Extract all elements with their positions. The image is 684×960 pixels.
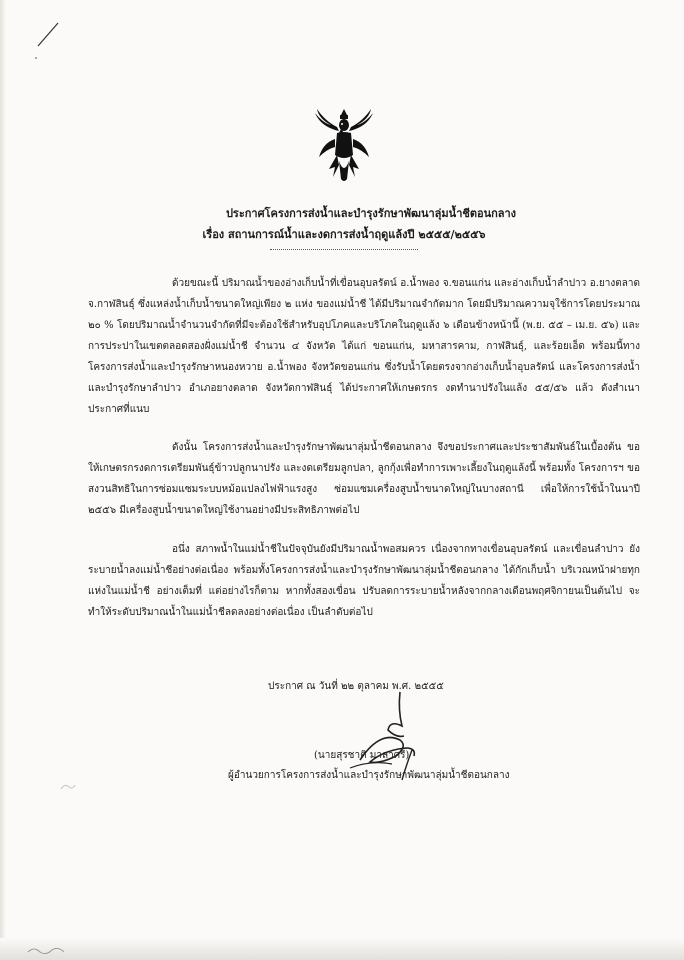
- scan-shadow-bottom: [0, 938, 684, 960]
- dateline: ประกาศ ณ วันที่ ๒๒ ตุลาคม พ.ศ. ๒๕๕๕: [268, 681, 444, 692]
- signer-name: (นายสุรชาติ มาลาศรี): [314, 750, 410, 761]
- paragraph-2: [88, 437, 640, 521]
- announcement-subject: เรื่อง สถานการณ์น้ำและงดการส่งน้ำฤดูแล้งปี ๒๕๕๕/๒๕๕๖: [202, 228, 486, 241]
- document-header: [0, 203, 684, 245]
- scan-shadow-left: [0, 0, 6, 960]
- paragraph-3: [88, 539, 640, 623]
- announcement-title: ประกาศโครงการส่งน้ำและบำรุงรักษาพัฒนาลุ่มน้ำชีตอนกลาง: [225, 207, 517, 220]
- handwritten-signature: [330, 690, 450, 800]
- signer-title: ผู้อำนวยการโครงการส่งน้ำและบำรุงรักษาพัฒนาลุ่มน้ำชีตอนกลาง: [228, 770, 510, 781]
- paragraph-1: [88, 273, 640, 420]
- paragraph-text: ด้วยขณะนี้ ปริมาณน้ำของอ่างเก็บน้ำที่เขื่อนอุบลรัตน์ อ.น้ำพอง จ.ขอนแก่น และอ่างเก็บน้ำลำปาว อ.ยางตลาด จ.กาฬสินธุ์ ซึ่งแหล่งน้ำเก็บน้ำขนาดใหญ่เพียง ๒ แห่ง ของแม่น้ำชี ได้มีปริมาณจำกัดมาก โดยมีปริมาณความจุใช้การโดยประมาณ ๒๐ % โดยปริมาณน้ำจำนวนจำกัดที่มีจะต้องใช้สำหรับอุปโภคและบริโภคในฤดูแล้ง ๖ เดือนข้างหน้านี้ (พ.ย. ๕๕ – เม.ย. ๕๖) และการประปาในเขตตลอดสองฝั่งแม่น้ำชี จำนวน ๔ จังหวัด ได้แก่ ขอนแก่น, มหาสารคาม, กาฬสินธุ์, และร้อยเอ็ด พร้อมนี้ทางโครงการส่งน้ำและบำรุงรักษาหนองหวาย อ.น้ำพอง จังหวัดขอนแก่น ซึ่งรับน้ำโดยตรงจากอ่างเก็บน้ำอุบลรัตน์ และโครงการส่งน้ำและบำรุงรักษาลำปาว อำเภอยางตลาด จังหวัดกาฬสินธุ์ ได้ประกาศให้เกษตรกร งดทำนาปรังในแล้ง ๕๕/๕๖ แล้ว ดังสำเนาประกาศที่แนบ: [88, 278, 640, 415]
- garuda-emblem-icon: [311, 105, 377, 185]
- stray-bottom-mark: [26, 944, 66, 956]
- paragraph-text: ดังนั้น โครงการส่งน้ำและบำรุงรักษาพัฒนาลุ่มน้ำชีตอนกลาง จึงขอประกาศและประชาสัมพันธ์ในเบื้องต้น ขอให้เกษตรกรงดการเตรียมพันธุ์ข้าวปลูกนาปรัง และงดเตรียมลูกปลา, ลูกกุ้งเพื่อทำการเพาะเลี้ยงในฤดูแล้งนี้ พร้อมทั้ง โครงการฯ ขอสงวนสิทธิในการซ่อมแซมระบบหม้อแปลงไฟฟ้าแรงสูง ซ่อมแซมเครื่องสูบน้ำขนาดใหญ่ในบางสถานี เพื่อให้การใช้น้ำในนาปี ๒๕๕๖ มีเครื่องสูบน้ำขนาดใหญ่ใช้งานอย่างมีประสิทธิภาพต่อไป: [88, 442, 640, 516]
- stray-mark: [60, 782, 76, 792]
- dotted-divider: [270, 249, 418, 250]
- pen-mark: [30, 20, 64, 60]
- paragraph-text: อนึ่ง สภาพน้ำในแม่น้ำชีในปัจจุบันยังมีปริมาณน้ำพอสมควร เนื่องจากทางเขื่อนอุบลรัตน์ และเขื่อนลำปาว ยังระบายน้ำลงแม่น้ำชีอย่างต่อเนื่อง พร้อมทั้งโครงการส่งน้ำและบำรุงรักษาพัฒนาลุ่มน้ำชีตอนกลาง ได้กักเก็บน้ำ บริเวณหน้าฝายทุกแห่งในแม่น้ำชี อย่างเต็มที่ แต่อย่างไรก็ตาม หากทั้งสองเขื่อน ปรับลดการระบายน้ำหลังจากกลางเดือนพฤศจิกายนเป็นต้นไป จะทำให้ระดับปริมาณน้ำในแม่น้ำชีลดลงอย่างต่อเนื่อง เป็นลำดับต่อไป: [88, 544, 640, 618]
